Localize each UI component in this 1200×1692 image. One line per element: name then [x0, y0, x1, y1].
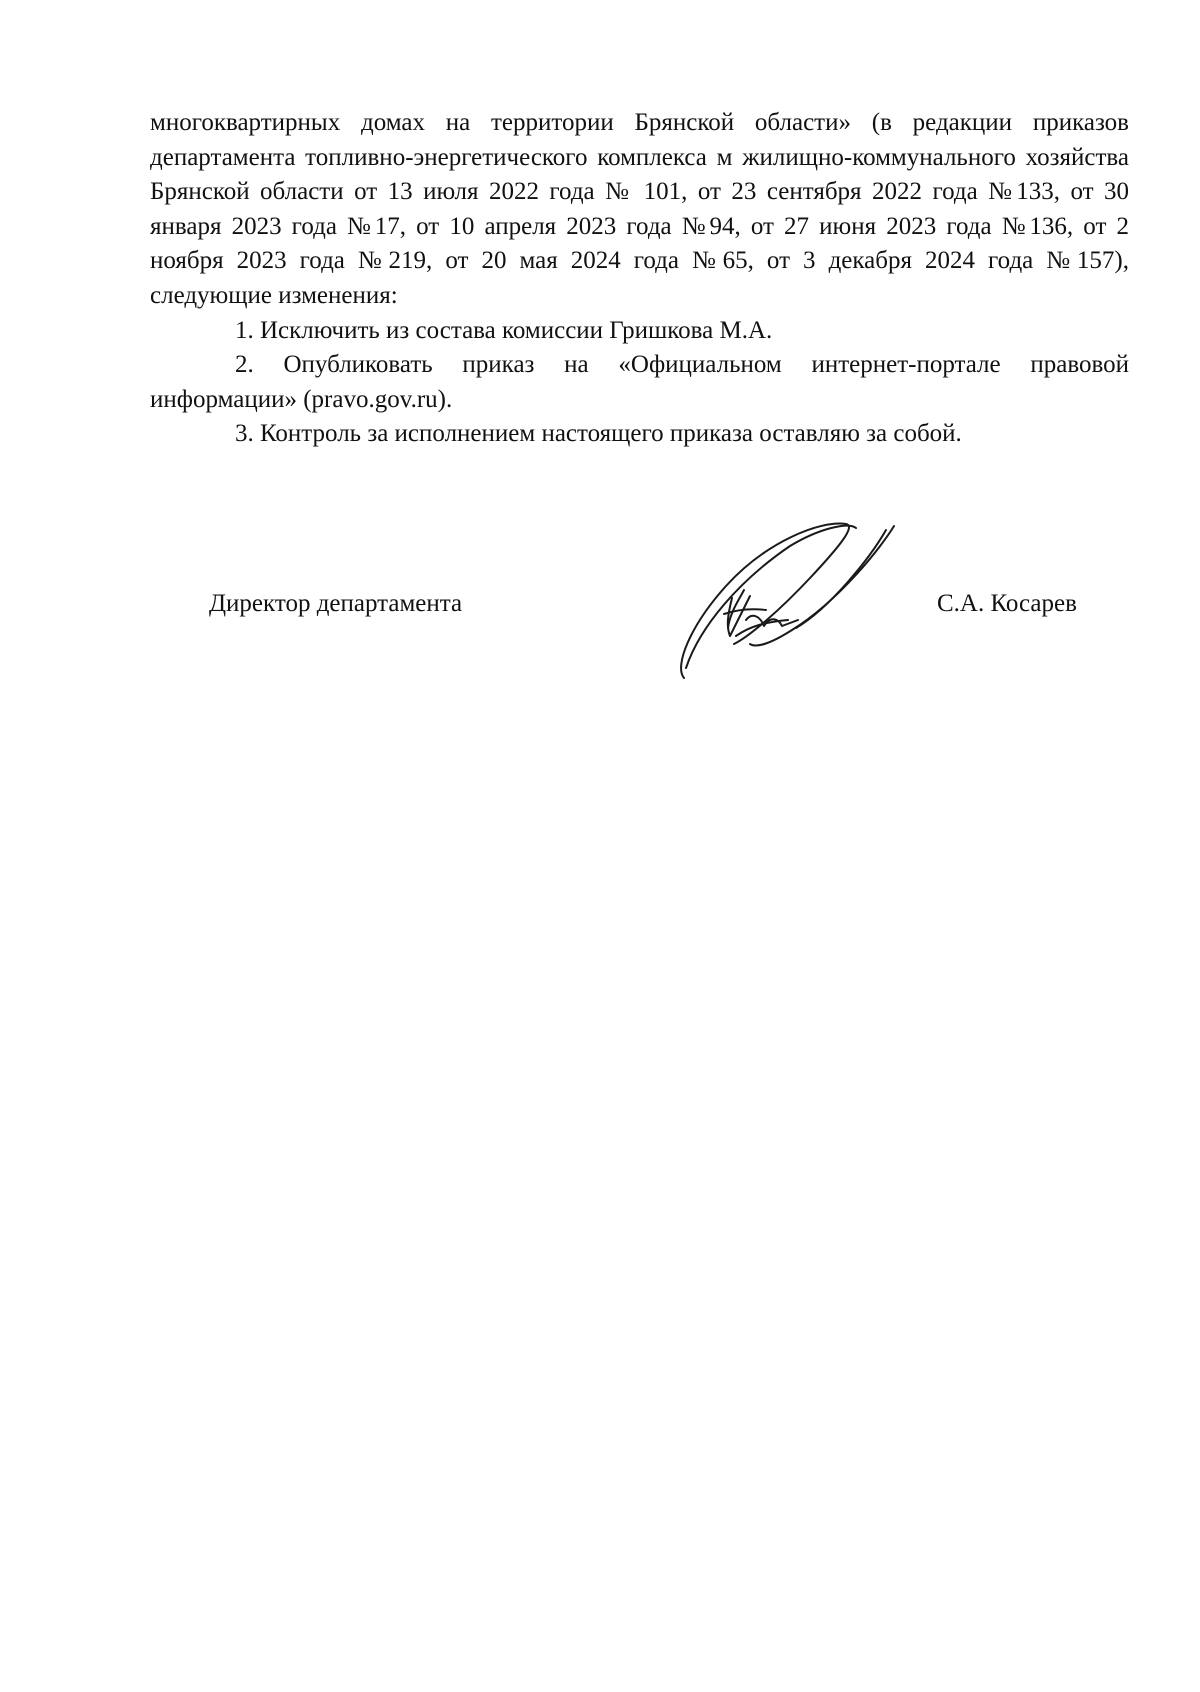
handwritten-signature	[670, 516, 910, 686]
signature-block	[0, 590, 1200, 630]
signer-name: С.А. Косарев	[937, 590, 1077, 617]
document-body	[150, 106, 1129, 452]
intro-paragraph: многоквартирных домах на территории Брянской области» (в редакции приказов департамента топливно-энергетического комплекса м жилищно-коммунального хозяйства Брянской области от 13 июля 2022 года № 101, от 23 сентября 2022 года №133, от 30 января 2023 года №17, от 10 апреля 2023 года №94, от 27 июня 2023 года №136, от 2 ноября 2023 года №219, от 20 мая 2024 года №65, от 3 декабря 2024 года №157), следующие изменения:	[150, 109, 1129, 309]
list-item-exclude-member: 1. Исключить из состава комиссии Гришкова М.А.	[235, 316, 773, 344]
list-item-control: 3. Контроль за исполнением настоящего приказа оставляю за собой.	[235, 420, 962, 448]
signer-title: Директор департамента	[209, 590, 463, 617]
list-item-publish-order: 2. Опубликовать приказ на «Официальном интернет-портале правовой информации» (pravo.gov.ru).	[150, 351, 1129, 413]
